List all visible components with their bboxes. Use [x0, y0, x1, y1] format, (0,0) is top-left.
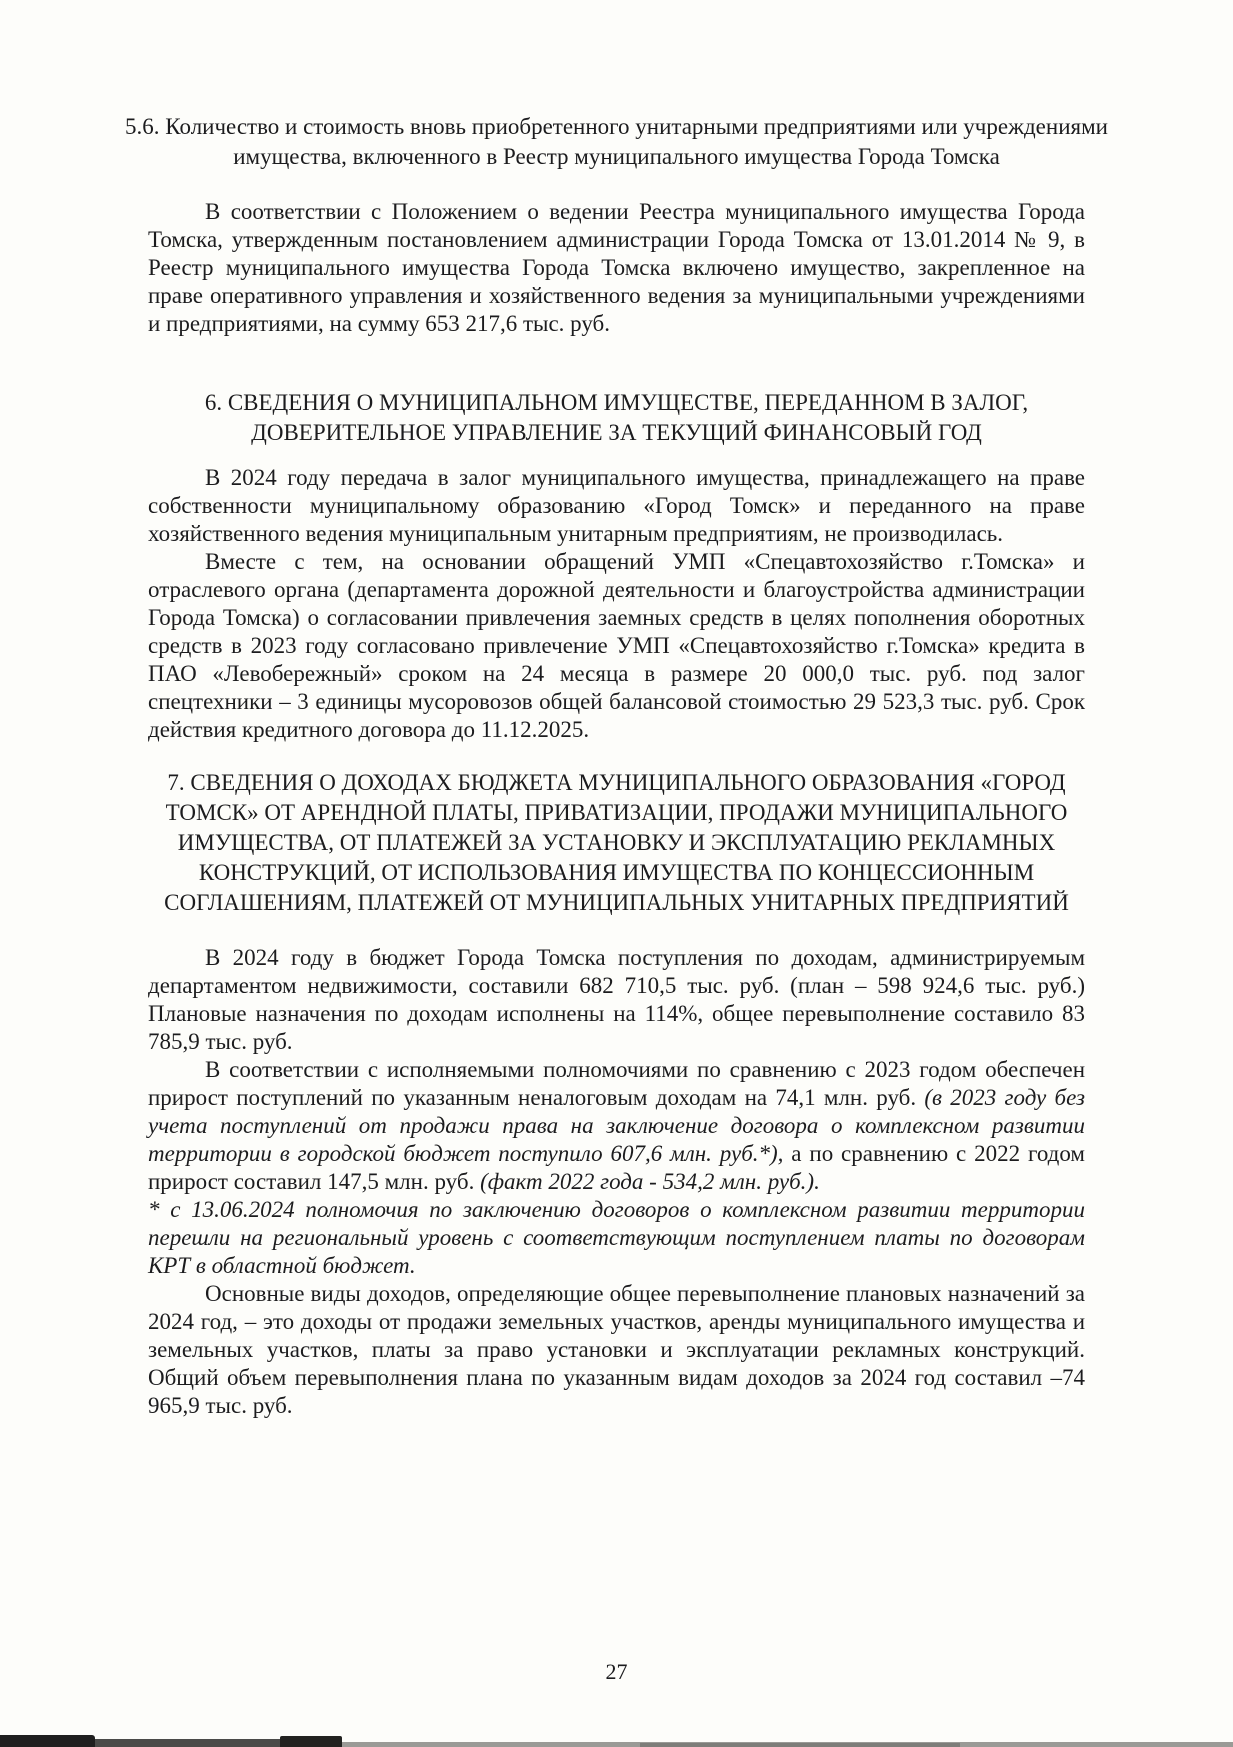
section-7-paragraph-1: В 2024 году в бюджет Города Томска поступления по доходам, администрируемым департаментом недвижимости, составили 682 710,5 тыс. руб. (план – 598 924,6 тыс. руб.) Плановые назначения по доходам исполнены на 114%, общее перевыполнение составило 83 785,9 тыс. руб.: [148, 945, 1085, 1054]
text-run: В соответствии с исполняемыми полномочиями по сравнению с 2023 годом обеспечен прирост поступлений по указанным неналоговым доходам на 74,1 млн. руб.: [148, 1057, 1085, 1110]
section-5-6-paragraph: В соответствии с Положением о ведении Реестра муниципального имущества Города Томска, утвержденным постановлением администрации Города Томска от 13.01.2014 № 9, в Реестр муниципального имущества Города Томска включено имущество, закрепленное на праве оперативного управления и хозяйственного ведения за муниципальными учреждениями и предприятиями, на сумму 653 217,6 тыс. руб.: [148, 199, 1085, 336]
section-7-paragraph-3: Основные виды доходов, определяющие общее перевыполнение плановых назначений за 2024 год, – это доходы от продажи земельных участков, аренды муниципального имущества и земельных участков, платы за право установки и эксплуатации рекламных конструкций. Общий объем перевыполнения плана по указанным видам доходов за 2024 год составил –74 965,9 тыс. руб.: [148, 1281, 1085, 1418]
scan-artifact: [280, 1736, 342, 1747]
page-number: 27: [605, 1659, 628, 1684]
section-6-paragraph-2: Вместе с тем, на основании обращений УМП «Спецавтохозяйство г.Томска» и отраслевого органа (департамента дорожной деятельности и благоустройства администрации Города Томска) о согласовании привлечения заемных средств в целях пополнения оборотных средств в 2023 году согласовано привлечение УМП «Спецавтохозяйство г.Томска» кредита в ПАО «Левобережный» сроком на 24 месяца в размере 20 000,0 тыс. руб. под залог спецтехники – 3 единицы мусоровозов общей балансовой стоимостью 29 523,3 тыс. руб. Срок действия кредитного договора до 11.12.2025.: [148, 549, 1085, 742]
section-6-heading: 6. СВЕДЕНИЯ О МУНИЦИПАЛЬНОМ ИМУЩЕСТВЕ, ПЕРЕДАННОМ В ЗАЛОГ, ДОВЕРИТЕЛЬНОЕ УПРАВЛЕНИЕ ЗА ТЕКУЩИЙ ФИНАНСОВЫЙ ГОД: [204, 390, 1029, 445]
section-7-heading: 7. СВЕДЕНИЯ О ДОХОДАХ БЮДЖЕТА МУНИЦИПАЛЬНОГО ОБРАЗОВАНИЯ «ГОРОД ТОМСК» ОТ АРЕНДНОЙ ПЛАТЫ, ПРИВАТИЗАЦИИ, ПРОДАЖИ МУНИЦИПАЛЬНОГО ИМУЩЕСТВА, ОТ ПЛАТЕЖЕЙ ЗА УСТАНОВКУ И ЭКСПЛУАТАЦИЮ РЕКЛАМНЫХ КОНСТРУКЦИЙ, ОТ ИСПОЛЬЗОВАНИЯ ИМУЩЕСТВА ПО КОНЦЕССИОННЫМ СОГЛАШЕНИЯМ, ПЛАТЕЖЕЙ ОТ МУНИЦИПАЛЬНЫХ УНИТАРНЫХ ПРЕДПРИЯТИЙ: [164, 770, 1069, 915]
section-7-paragraph-2: [148, 1056, 1085, 1196]
text-run-italic: (в 2023 году без учета поступлений от продажи права на заключение договора о комплексном развитии территории в городской бюджет поступило 607,6 млн. руб.*),: [148, 1085, 1085, 1166]
scan-artifact: [0, 1735, 95, 1747]
text-run-italic: (факт 2022 года - 534,2 млн. руб.).: [480, 1169, 820, 1194]
section-5-6-heading: 5.6. Количество и стоимость вновь приобретенного унитарными предприятиями или учреждениями имущества, включенного в Реестр муниципального имущества Города Томска: [125, 114, 1108, 169]
section-6-paragraph-1: В 2024 году передача в залог муниципального имущества, принадлежащего на праве собственности муниципальному образованию «Город Томск» и переданного на праве хозяйственного ведения муниципальным унитарным предприятиям, не производилась.: [148, 465, 1085, 546]
text-run: а по сравнению с 2022 годом прирост составил 147,5 млн. руб.: [148, 1141, 1085, 1194]
scan-artifact: [640, 1743, 960, 1747]
footnote: * с 13.06.2024 полномочия по заключению договоров о комплексном развитии территории перешли на региональный уровень с соответствующим поступлением платы по договорам КРТ в областной бюджет.: [148, 1197, 1085, 1278]
page-content: [125, 112, 1108, 1420]
